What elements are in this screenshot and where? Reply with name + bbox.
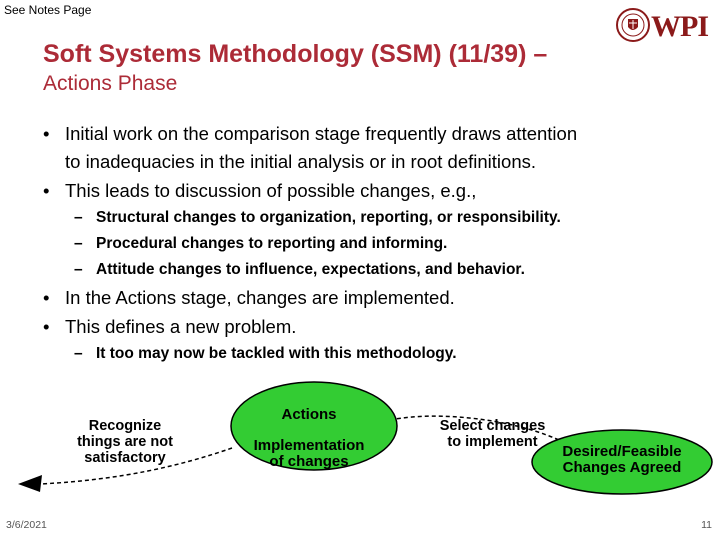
- bullet-item: [43, 121, 578, 147]
- sub-bullet-text: Structural changes to organization, reporting, or responsibility.: [96, 209, 561, 226]
- notes-label: See Notes Page: [4, 3, 92, 17]
- bullet-marker: •: [43, 123, 50, 144]
- wpi-seal-icon: [616, 5, 650, 45]
- bullet-marker: •: [43, 180, 50, 201]
- sub-bullet-item: [74, 341, 457, 367]
- sub-bullet-item: [74, 257, 525, 283]
- sub-bullet-text: Attitude changes to influence, expectations, and behavior.: [96, 261, 525, 278]
- bullet-item: [43, 314, 297, 340]
- bullet-text: Initial work on the comparison stage frequently draws attention: [65, 123, 578, 144]
- dash-marker: –: [74, 235, 83, 252]
- slide-title: Soft Systems Methodology (SSM) (11/39) –: [43, 40, 548, 68]
- sub-bullet-text: Procedural changes to reporting and informing.: [96, 235, 448, 252]
- bullet-marker: •: [43, 316, 50, 337]
- recognize-label: Recognize things are not satisfactory: [77, 418, 173, 466]
- bullet-text: to inadequacies in the initial analysis or in root definitions.: [65, 151, 537, 172]
- bullet-item: [43, 178, 477, 204]
- ssm-actions-diagram: [0, 380, 720, 500]
- bullet-text: This leads to discussion of possible changes, e.g.,: [65, 180, 477, 201]
- sub-bullet-item: [74, 205, 561, 231]
- bullet-continuation: [65, 149, 536, 175]
- sub-bullet-item: [74, 231, 448, 257]
- slide-subtitle: Actions Phase: [43, 72, 178, 95]
- select-changes-label: Select changes to implement: [439, 418, 546, 450]
- arrow-left-icon: [18, 475, 42, 492]
- dash-marker: –: [74, 345, 83, 362]
- footer-date: 3/6/2021: [6, 519, 47, 531]
- bullet-text: In the Actions stage, changes are implemented.: [65, 287, 455, 308]
- sub-bullet-text: It too may now be tackled with this methodology.: [96, 345, 457, 362]
- bullet-item: [43, 285, 455, 311]
- dash-marker: –: [74, 209, 83, 226]
- page-number: 11: [701, 519, 712, 531]
- logo-text: WPI: [651, 10, 708, 43]
- desired-label: Desired/Feasible Changes Agreed: [562, 443, 682, 476]
- dash-marker: –: [74, 261, 83, 278]
- wpi-logo: [614, 4, 716, 46]
- actions-label: Implementation of changes: [253, 437, 365, 470]
- actions-title: Actions: [281, 406, 337, 423]
- bullet-marker: •: [43, 287, 50, 308]
- bullet-text: This defines a new problem.: [65, 316, 297, 337]
